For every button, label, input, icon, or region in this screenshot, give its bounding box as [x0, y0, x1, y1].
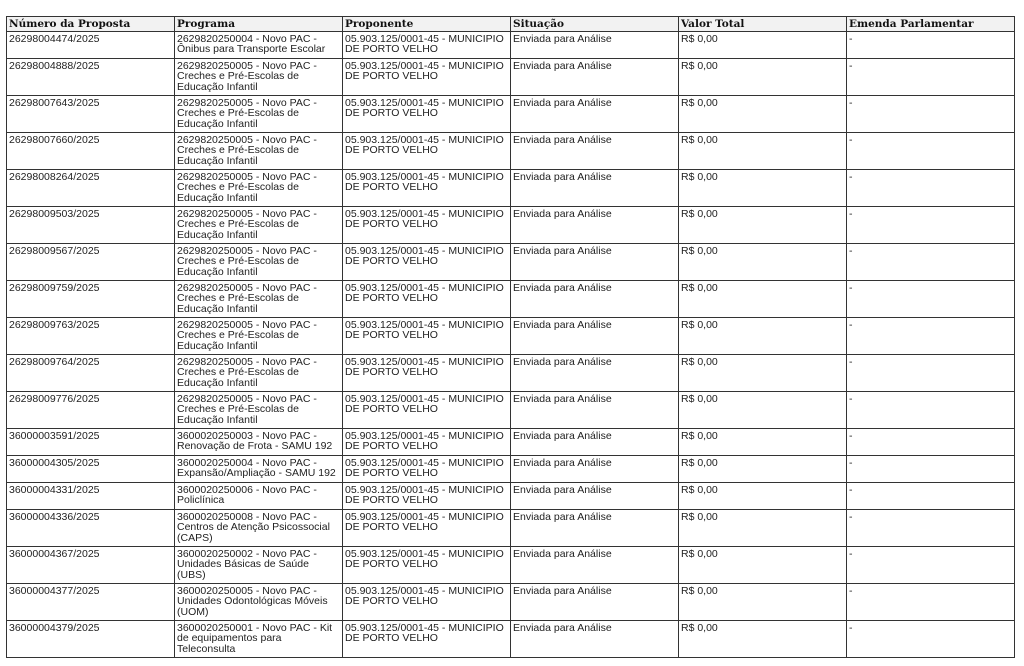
cell-programa: 3600020250005 - Novo PAC - Unidades Odontológicas Móveis (UOM): [175, 584, 343, 621]
cell-programa: 2629820250005 - Novo PAC - Creches e Pré-Escolas de Educação Infantil: [175, 96, 343, 133]
header-numero: Número da Proposta: [7, 17, 175, 32]
cell-proponente: 05.903.125/0001-45 - MUNICIPIO DE PORTO VELHO: [343, 244, 511, 281]
cell-emenda: -: [847, 483, 1015, 510]
table-row: [7, 392, 1015, 429]
cell-programa: 2629820250005 - Novo PAC - Creches e Pré-Escolas de Educação Infantil: [175, 207, 343, 244]
cell-emenda: -: [847, 429, 1015, 456]
cell-programa: 2629820250005 - Novo PAC - Creches e Pré-Escolas de Educação Infantil: [175, 133, 343, 170]
cell-numero: 36000004379/2025: [7, 621, 175, 658]
cell-valor: R$ 0,00: [679, 133, 847, 170]
cell-programa: 3600020250008 - Novo PAC - Centros de Atenção Psicossocial (CAPS): [175, 510, 343, 547]
cell-proponente: 05.903.125/0001-45 - MUNICIPIO DE PORTO VELHO: [343, 584, 511, 621]
table-row: [7, 133, 1015, 170]
cell-situacao: Enviada para Análise: [511, 456, 679, 483]
cell-emenda: -: [847, 170, 1015, 207]
cell-programa: 2629820250004 - Novo PAC - Ônibus para Transporte Escolar: [175, 32, 343, 59]
cell-proponente: 05.903.125/0001-45 - MUNICIPIO DE PORTO VELHO: [343, 281, 511, 318]
table-row: [7, 170, 1015, 207]
table-row: [7, 483, 1015, 510]
cell-numero: 26298009567/2025: [7, 244, 175, 281]
proposals-table-container: [6, 16, 1014, 658]
cell-emenda: -: [847, 133, 1015, 170]
table-row: [7, 96, 1015, 133]
table-row: [7, 510, 1015, 547]
cell-valor: R$ 0,00: [679, 59, 847, 96]
cell-numero: 26298009763/2025: [7, 318, 175, 355]
cell-valor: R$ 0,00: [679, 392, 847, 429]
cell-valor: R$ 0,00: [679, 281, 847, 318]
table-header-row: [7, 17, 1015, 32]
proposals-table: [6, 16, 1015, 658]
cell-situacao: Enviada para Análise: [511, 510, 679, 547]
table-row: [7, 621, 1015, 658]
cell-situacao: Enviada para Análise: [511, 32, 679, 59]
cell-valor: R$ 0,00: [679, 244, 847, 281]
header-situacao: Situação: [511, 17, 679, 32]
cell-situacao: Enviada para Análise: [511, 207, 679, 244]
cell-valor: R$ 0,00: [679, 355, 847, 392]
table-row: [7, 244, 1015, 281]
cell-numero: 36000004331/2025: [7, 483, 175, 510]
table-row: [7, 456, 1015, 483]
header-emenda: Emenda Parlamentar: [847, 17, 1015, 32]
cell-numero: 36000004377/2025: [7, 584, 175, 621]
cell-emenda: -: [847, 96, 1015, 133]
cell-situacao: Enviada para Análise: [511, 429, 679, 456]
cell-proponente: 05.903.125/0001-45 - MUNICIPIO DE PORTO VELHO: [343, 207, 511, 244]
cell-situacao: Enviada para Análise: [511, 59, 679, 96]
table-row: [7, 59, 1015, 96]
cell-proponente: 05.903.125/0001-45 - MUNICIPIO DE PORTO VELHO: [343, 621, 511, 658]
cell-proponente: 05.903.125/0001-45 - MUNICIPIO DE PORTO VELHO: [343, 355, 511, 392]
cell-emenda: -: [847, 32, 1015, 59]
cell-numero: 26298008264/2025: [7, 170, 175, 207]
cell-proponente: 05.903.125/0001-45 - MUNICIPIO DE PORTO VELHO: [343, 547, 511, 584]
table-row: [7, 32, 1015, 59]
cell-numero: 26298007660/2025: [7, 133, 175, 170]
cell-numero: 26298009776/2025: [7, 392, 175, 429]
table-row: [7, 318, 1015, 355]
cell-valor: R$ 0,00: [679, 32, 847, 59]
cell-emenda: -: [847, 547, 1015, 584]
cell-proponente: 05.903.125/0001-45 - MUNICIPIO DE PORTO VELHO: [343, 510, 511, 547]
cell-emenda: -: [847, 59, 1015, 96]
cell-programa: 3600020250004 - Novo PAC - Expansão/Ampliação - SAMU 192: [175, 456, 343, 483]
cell-valor: R$ 0,00: [679, 96, 847, 133]
cell-valor: R$ 0,00: [679, 510, 847, 547]
cell-situacao: Enviada para Análise: [511, 355, 679, 392]
cell-numero: 26298007643/2025: [7, 96, 175, 133]
cell-situacao: Enviada para Análise: [511, 547, 679, 584]
cell-emenda: -: [847, 207, 1015, 244]
cell-proponente: 05.903.125/0001-45 - MUNICIPIO DE PORTO VELHO: [343, 96, 511, 133]
cell-valor: R$ 0,00: [679, 318, 847, 355]
table-row: [7, 584, 1015, 621]
cell-valor: R$ 0,00: [679, 456, 847, 483]
cell-numero: 26298009759/2025: [7, 281, 175, 318]
cell-emenda: -: [847, 584, 1015, 621]
cell-programa: 2629820250005 - Novo PAC - Creches e Pré-Escolas de Educação Infantil: [175, 355, 343, 392]
table-row: [7, 547, 1015, 584]
cell-programa: 2629820250005 - Novo PAC - Creches e Pré-Escolas de Educação Infantil: [175, 59, 343, 96]
cell-situacao: Enviada para Análise: [511, 96, 679, 133]
cell-emenda: -: [847, 456, 1015, 483]
cell-valor: R$ 0,00: [679, 584, 847, 621]
cell-numero: 36000003591/2025: [7, 429, 175, 456]
cell-situacao: Enviada para Análise: [511, 318, 679, 355]
cell-programa: 3600020250001 - Novo PAC - Kit de equipamentos para Teleconsulta: [175, 621, 343, 658]
cell-numero: 26298004888/2025: [7, 59, 175, 96]
cell-programa: 2629820250005 - Novo PAC - Creches e Pré-Escolas de Educação Infantil: [175, 318, 343, 355]
cell-proponente: 05.903.125/0001-45 - MUNICIPIO DE PORTO VELHO: [343, 429, 511, 456]
cell-programa: 2629820250005 - Novo PAC - Creches e Pré-Escolas de Educação Infantil: [175, 170, 343, 207]
cell-situacao: Enviada para Análise: [511, 483, 679, 510]
cell-valor: R$ 0,00: [679, 429, 847, 456]
cell-numero: 26298009503/2025: [7, 207, 175, 244]
cell-situacao: Enviada para Análise: [511, 281, 679, 318]
cell-proponente: 05.903.125/0001-45 - MUNICIPIO DE PORTO VELHO: [343, 318, 511, 355]
cell-emenda: -: [847, 244, 1015, 281]
cell-numero: 26298004474/2025: [7, 32, 175, 59]
table-row: [7, 207, 1015, 244]
header-valor: Valor Total: [679, 17, 847, 32]
table-row: [7, 281, 1015, 318]
cell-proponente: 05.903.125/0001-45 - MUNICIPIO DE PORTO VELHO: [343, 59, 511, 96]
cell-emenda: -: [847, 281, 1015, 318]
cell-valor: R$ 0,00: [679, 547, 847, 584]
cell-numero: 36000004305/2025: [7, 456, 175, 483]
cell-programa: 3600020250006 - Novo PAC - Policlínica: [175, 483, 343, 510]
header-programa: Programa: [175, 17, 343, 32]
cell-valor: R$ 0,00: [679, 207, 847, 244]
cell-programa: 3600020250002 - Novo PAC - Unidades Básicas de Saúde (UBS): [175, 547, 343, 584]
cell-programa: 2629820250005 - Novo PAC - Creches e Pré-Escolas de Educação Infantil: [175, 244, 343, 281]
cell-numero: 36000004367/2025: [7, 547, 175, 584]
table-row: [7, 429, 1015, 456]
cell-valor: R$ 0,00: [679, 621, 847, 658]
cell-situacao: Enviada para Análise: [511, 170, 679, 207]
cell-valor: R$ 0,00: [679, 170, 847, 207]
cell-proponente: 05.903.125/0001-45 - MUNICIPIO DE PORTO VELHO: [343, 483, 511, 510]
cell-situacao: Enviada para Análise: [511, 133, 679, 170]
cell-programa: 2629820250005 - Novo PAC - Creches e Pré-Escolas de Educação Infantil: [175, 281, 343, 318]
cell-numero: 26298009764/2025: [7, 355, 175, 392]
cell-situacao: Enviada para Análise: [511, 621, 679, 658]
cell-situacao: Enviada para Análise: [511, 244, 679, 281]
header-proponente: Proponente: [343, 17, 511, 32]
cell-situacao: Enviada para Análise: [511, 584, 679, 621]
cell-numero: 36000004336/2025: [7, 510, 175, 547]
cell-emenda: -: [847, 355, 1015, 392]
cell-emenda: -: [847, 621, 1015, 658]
cell-programa: 2629820250005 - Novo PAC - Creches e Pré-Escolas de Educação Infantil: [175, 392, 343, 429]
cell-proponente: 05.903.125/0001-45 - MUNICIPIO DE PORTO VELHO: [343, 170, 511, 207]
cell-emenda: -: [847, 510, 1015, 547]
cell-proponente: 05.903.125/0001-45 - MUNICIPIO DE PORTO VELHO: [343, 392, 511, 429]
cell-proponente: 05.903.125/0001-45 - MUNICIPIO DE PORTO VELHO: [343, 133, 511, 170]
cell-situacao: Enviada para Análise: [511, 392, 679, 429]
cell-proponente: 05.903.125/0001-45 - MUNICIPIO DE PORTO VELHO: [343, 456, 511, 483]
cell-valor: R$ 0,00: [679, 483, 847, 510]
cell-emenda: -: [847, 392, 1015, 429]
cell-emenda: -: [847, 318, 1015, 355]
table-row: [7, 355, 1015, 392]
cell-programa: 3600020250003 - Novo PAC - Renovação de Frota - SAMU 192: [175, 429, 343, 456]
cell-proponente: 05.903.125/0001-45 - MUNICIPIO DE PORTO VELHO: [343, 32, 511, 59]
